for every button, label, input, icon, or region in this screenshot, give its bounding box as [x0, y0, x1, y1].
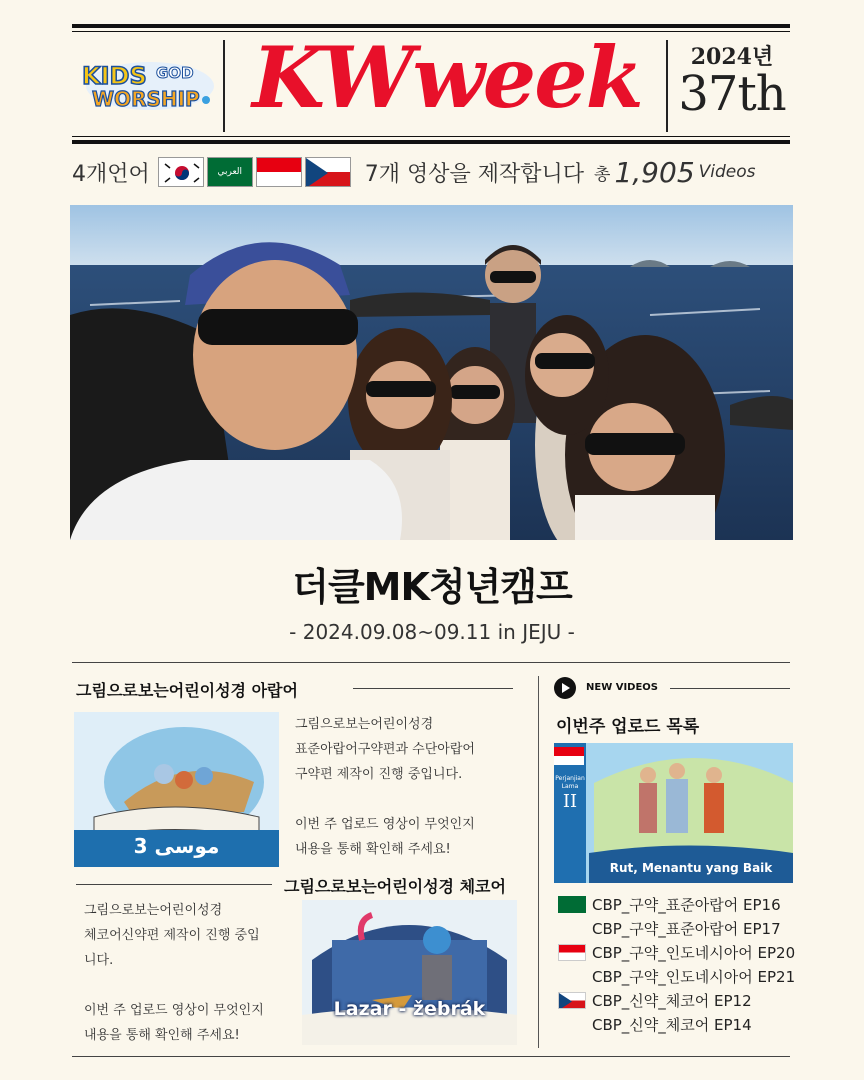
- language-count-text: 4개언어: [72, 161, 150, 187]
- thumb-side-label-2: Lama: [561, 783, 579, 790]
- video-count-text: 7개 영상을 제작합니다: [364, 161, 585, 187]
- new-videos-heading: 이번주 업로드 목록: [556, 717, 700, 737]
- saudi-arabia-flag-icon: [558, 896, 586, 913]
- list-item: [558, 964, 838, 988]
- list-item-text: CBP_구약_표준아랍어 EP16: [592, 895, 781, 914]
- indonesia-flag-icon: [256, 157, 302, 187]
- list-item: [558, 988, 838, 1012]
- czech-thumb-caption: Lazar - žebrák: [333, 998, 486, 1020]
- play-icon: [554, 677, 576, 699]
- czech-bible-thumbnail: [302, 900, 517, 1045]
- language-summary-line: [72, 154, 792, 190]
- arabic-thumb-caption: موسى 3: [133, 834, 220, 858]
- arabic-title-rule: [353, 688, 513, 689]
- logo-text-god: GOD: [156, 64, 194, 82]
- czech-section-body: 그림으로보는어린이성경 체코어신약편 제작이 진행 중입 니다. 이번 주 업로드 영상이 무엇인지 내용을 통해 확인해 주세요!: [84, 903, 264, 1043]
- list-item-text: CBP_구약_인도네시아어 EP21: [592, 967, 796, 986]
- section-divider: [72, 662, 790, 663]
- list-item: [558, 940, 838, 964]
- list-item-text: CBP_신약_체코어 EP12: [592, 991, 752, 1010]
- masthead-bottom-rule-thin: [72, 136, 790, 137]
- list-item-text: CBP_구약_표준아랍어 EP17: [592, 919, 781, 938]
- indonesian-bible-thumbnail: [554, 743, 793, 883]
- footer-rule: [72, 1056, 790, 1057]
- issue-number: 37th: [678, 66, 786, 122]
- list-item: [558, 1012, 838, 1036]
- masthead-divider-right: [666, 40, 668, 132]
- arabic-section-title: 그림으로보는어린이성경 아랍어: [76, 681, 298, 700]
- saudi-arabia-flag-icon: [207, 157, 253, 187]
- indonesian-thumb-caption: Rut, Menantu yang Baik: [609, 861, 773, 875]
- list-item-text: CBP_구약_인도네시아어 EP20: [592, 943, 796, 962]
- czech-flag-icon: [305, 157, 351, 187]
- newsletter-title: KWweek: [252, 28, 642, 127]
- korea-flag-icon: [158, 157, 204, 187]
- czech-section-title: 그림으로보는어린이성경 체코어: [284, 877, 506, 896]
- indonesia-flag-icon: [558, 944, 586, 961]
- czech-flag-icon: [558, 992, 586, 1009]
- arabic-bible-thumbnail: [74, 712, 279, 867]
- total-video-unit: Videos: [698, 162, 756, 182]
- feature-date: - 2024.09.08~09.11 in JEJU -: [289, 620, 575, 644]
- thumb-side-label-3: II: [562, 791, 578, 812]
- logo-text-kids: KIDS: [82, 62, 147, 90]
- column-divider: [538, 676, 539, 1048]
- list-item: [558, 892, 838, 916]
- total-video-number: 1,905: [614, 155, 695, 189]
- arabic-section-body: 그림으로보는어린이성경 표준아랍어구약편과 수단아랍어 구약편 제작이 진행 중입니다. 이번 주 업로드 영상이 무엇인지 내용을 통해 확인해 주세요!: [295, 717, 475, 857]
- issue-year: 2024년: [690, 44, 774, 70]
- logo-text-worship: WORSHIP: [92, 87, 200, 111]
- camp-group-photo: [70, 205, 793, 540]
- kids-god-worship-logo: [78, 56, 218, 116]
- saudi-flag-text: العربي: [217, 167, 243, 177]
- upload-list: [558, 892, 838, 1036]
- list-item: [558, 916, 838, 940]
- total-prefix: 총: [594, 164, 611, 185]
- masthead-divider-left: [223, 40, 225, 132]
- thumb-side-label-1: Perjanjian: [555, 775, 585, 782]
- new-videos-label: NEW VIDEOS: [586, 682, 659, 693]
- feature-title: 더클MK청년캠프: [292, 565, 572, 609]
- list-item-text: CBP_신약_체코어 EP14: [592, 1015, 752, 1034]
- czech-body-rule: [76, 884, 272, 885]
- new-videos-rule: [670, 688, 790, 689]
- masthead-bottom-rule-thick: [72, 140, 790, 144]
